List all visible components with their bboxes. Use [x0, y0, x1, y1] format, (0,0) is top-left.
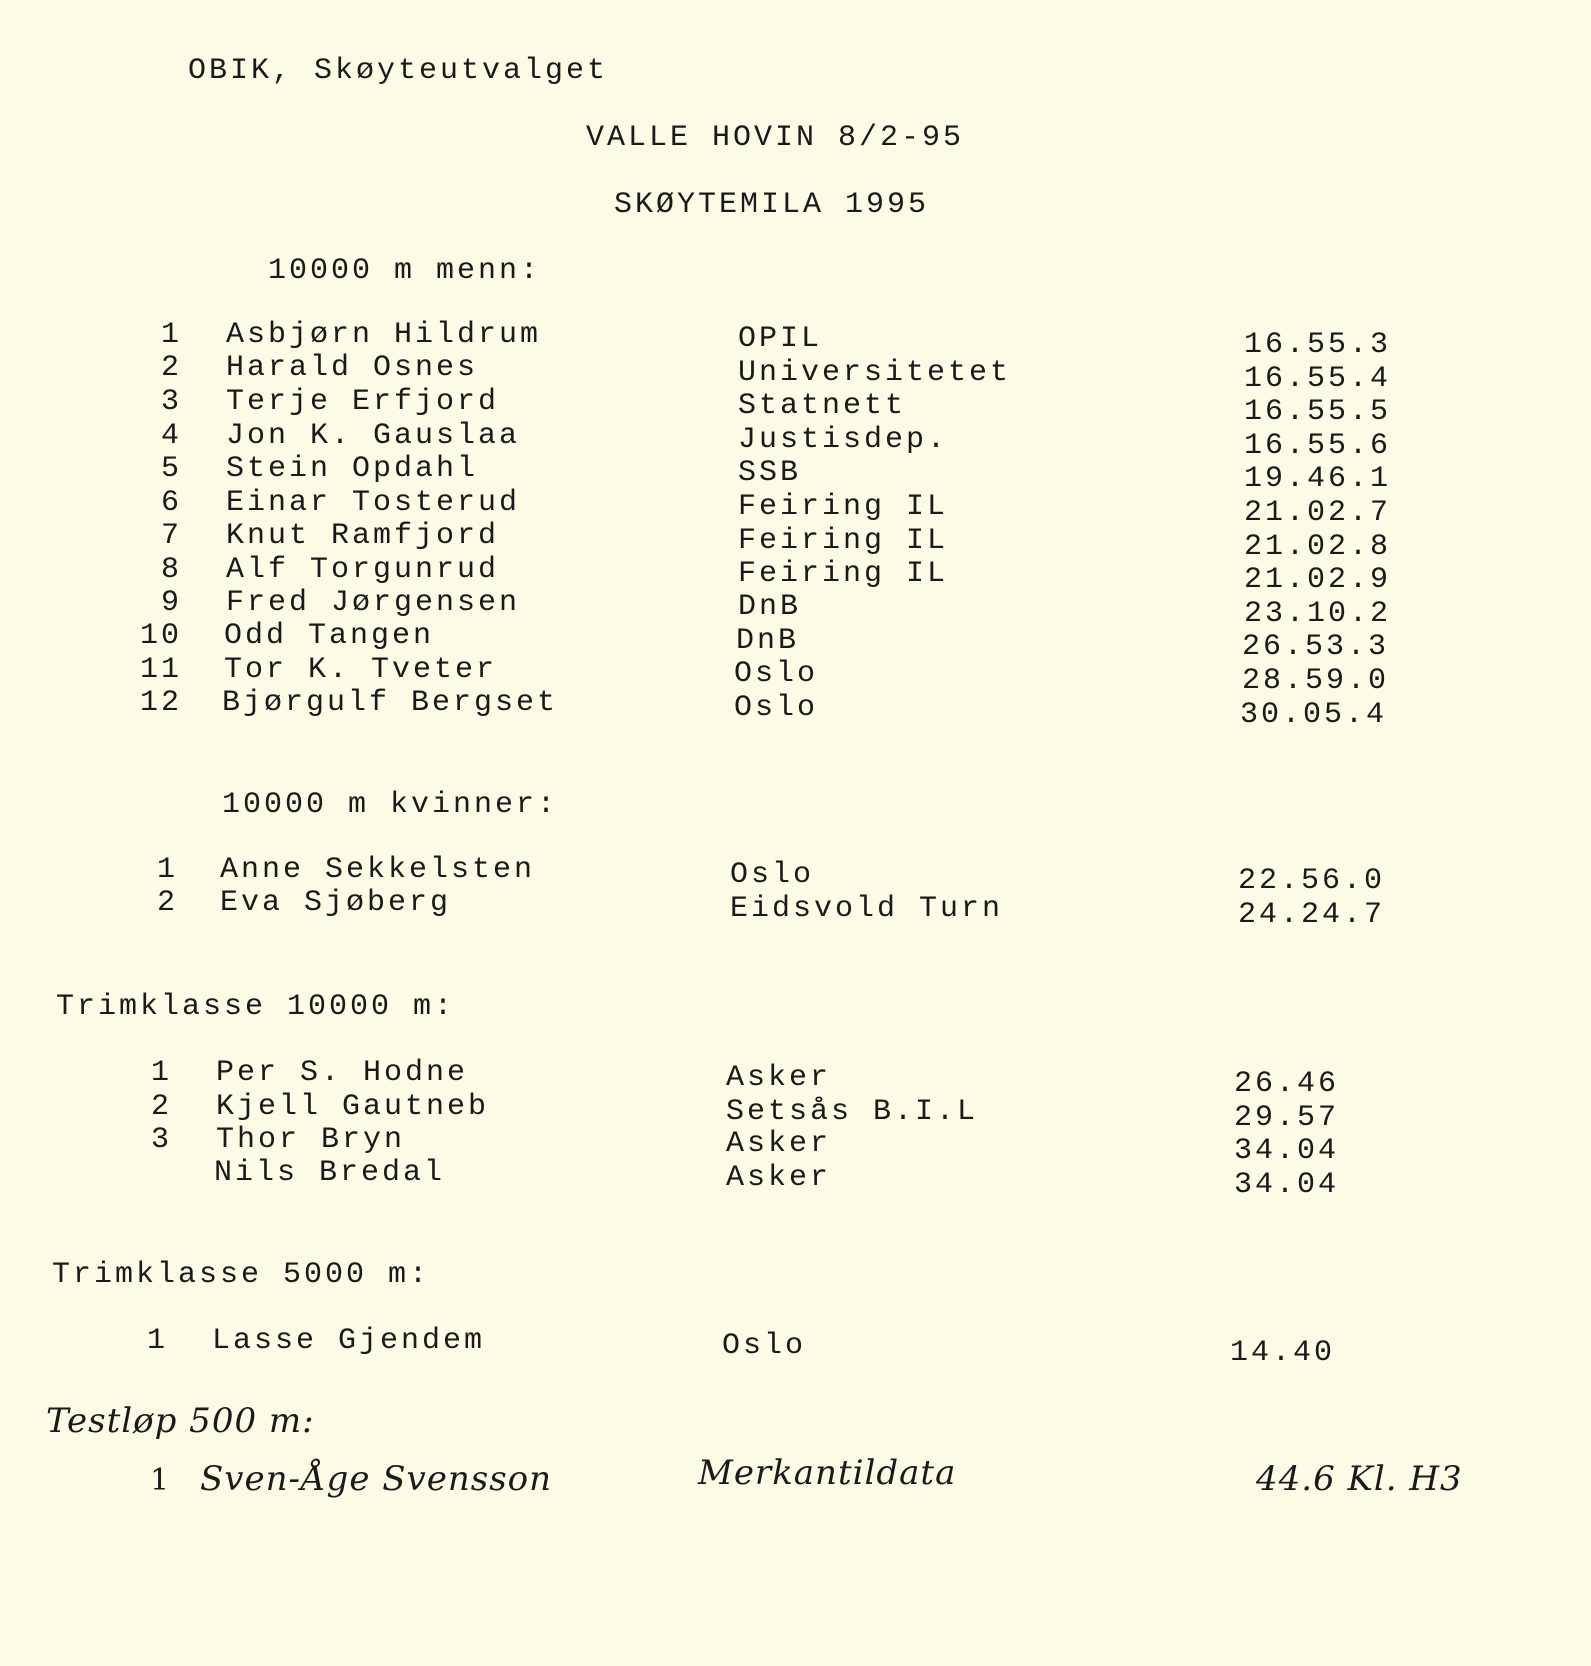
- table-row: [0, 686, 1591, 732]
- table-row: [0, 553, 1591, 597]
- rank: 1: [156, 853, 178, 887]
- time: 34.04: [1234, 1134, 1340, 1168]
- skater-name: Alf Torgunrud: [226, 553, 500, 587]
- rank: 7: [160, 519, 182, 553]
- skater-name: Lasse Gjendem: [212, 1324, 486, 1358]
- time: 21.02.8: [1244, 530, 1392, 564]
- time: 16.55.5: [1244, 395, 1392, 429]
- handwritten-name: Sven-Åge Svensson: [200, 1459, 553, 1499]
- club: Asker: [726, 1127, 832, 1161]
- time: 34.04: [1234, 1168, 1340, 1202]
- table-row: [0, 586, 1591, 631]
- skater-name: Eva Sjøberg: [220, 886, 452, 920]
- time: 24.24.7: [1238, 898, 1386, 932]
- venue-date: VALLE HOVIN 8/2-95: [586, 121, 965, 155]
- time: 16.55.3: [1244, 328, 1392, 362]
- rank: 8: [160, 553, 182, 587]
- rank: 3: [150, 1123, 172, 1157]
- table-row: [0, 1090, 1591, 1135]
- rank: 11: [139, 653, 182, 687]
- time: 19.46.1: [1244, 462, 1392, 496]
- rank: 6: [160, 486, 182, 520]
- skater-name: Tor K. Tveter: [224, 653, 498, 687]
- table-row: [0, 486, 1591, 530]
- time: 16.55.6: [1244, 429, 1392, 463]
- club: Setsås B.I.L: [726, 1095, 979, 1129]
- skater-name: Thor Bryn: [216, 1123, 406, 1157]
- time: 22.56.0: [1238, 864, 1386, 898]
- skater-name: Terje Erfjord: [226, 385, 500, 419]
- skater-name: Jon K. Gauslaa: [226, 419, 521, 453]
- time: 21.02.7: [1244, 496, 1392, 530]
- club: Oslo: [730, 858, 815, 892]
- table-row: [0, 619, 1591, 664]
- club: Feiring IL: [738, 557, 949, 591]
- table-row: [0, 653, 1591, 698]
- org-heading: OBIK, Skøyteutvalget: [188, 54, 609, 88]
- event-title: SKØYTEMILA 1995: [614, 188, 930, 222]
- rank: 3: [160, 385, 182, 419]
- club: Feiring IL: [738, 490, 949, 524]
- club: Oslo: [734, 691, 819, 725]
- table-row: [0, 1056, 1591, 1101]
- club: Asker: [726, 1061, 832, 1095]
- club: OPIL: [738, 322, 823, 356]
- club: Asker: [726, 1161, 832, 1195]
- club: DnB: [738, 590, 802, 624]
- rank: 10: [139, 619, 182, 653]
- club: SSB: [738, 456, 802, 490]
- time: 28.59.0: [1242, 664, 1390, 698]
- time: 26.46: [1234, 1067, 1340, 1101]
- club: Statnett: [738, 389, 907, 423]
- rank: 9: [160, 586, 182, 620]
- time: 29.57: [1234, 1101, 1340, 1135]
- skater-name: Fred Jørgensen: [226, 586, 521, 620]
- table-row: [0, 519, 1591, 564]
- table-row: [0, 351, 1591, 396]
- section-title-women: 10000 m kvinner:: [222, 788, 559, 822]
- table-row: [0, 886, 1591, 932]
- time: 14.40: [1230, 1336, 1336, 1370]
- skater-name: Nils Bredal: [214, 1156, 446, 1190]
- skater-name: Bjørgulf Bergset: [222, 686, 559, 720]
- club: Universitetet: [738, 356, 1012, 390]
- rank: 1: [146, 1324, 168, 1358]
- rank: 1: [150, 1056, 172, 1090]
- section-title-trim-5000: Trimklasse 5000 m:: [52, 1258, 431, 1292]
- skater-name: Per S. Hodne: [216, 1056, 469, 1090]
- rank: 2: [150, 1090, 172, 1124]
- time: 30.05.4: [1240, 698, 1388, 732]
- skater-name: Asbjørn Hildrum: [226, 318, 542, 352]
- handwritten-time: 44.6 Kl. H3: [1256, 1459, 1463, 1499]
- table-row: [0, 385, 1591, 429]
- time: 16.55.4: [1244, 362, 1392, 396]
- rank: 4: [160, 419, 182, 453]
- skater-name: Odd Tangen: [224, 619, 435, 653]
- club: Justisdep.: [738, 423, 949, 457]
- table-row: [0, 318, 1591, 362]
- skater-name: Anne Sekkelsten: [220, 853, 536, 887]
- club: Eidsvold Turn: [730, 892, 1004, 926]
- table-row: [0, 853, 1591, 898]
- rank: 2: [156, 886, 178, 920]
- table-row: [0, 1324, 1591, 1370]
- time: 26.53.3: [1242, 630, 1390, 664]
- rank: 1: [160, 318, 182, 352]
- handwritten-rank: 1: [150, 1463, 171, 1498]
- club: DnB: [736, 624, 800, 658]
- club: Feiring IL: [738, 524, 949, 558]
- handwritten-club: Merkantildata: [698, 1453, 957, 1493]
- skater-name: Einar Tosterud: [226, 486, 521, 520]
- time: 21.02.9: [1244, 563, 1392, 597]
- table-row: [0, 419, 1591, 463]
- skater-name: Kjell Gautneb: [216, 1090, 490, 1124]
- club: Oslo: [722, 1329, 807, 1363]
- table-row: [0, 452, 1591, 496]
- handwritten-title: Testløp 500 m:: [46, 1401, 315, 1441]
- rank: 12: [139, 686, 182, 720]
- club: Oslo: [734, 657, 819, 691]
- rank: 2: [160, 351, 182, 385]
- skater-name: Harald Osnes: [226, 351, 479, 385]
- table-row: [0, 1123, 1591, 1168]
- table-row: [0, 1156, 1591, 1202]
- section-title-men: 10000 m menn:: [268, 254, 542, 288]
- skater-name: Knut Ramfjord: [226, 519, 500, 553]
- rank: 5: [160, 452, 182, 486]
- time: 23.10.2: [1244, 597, 1392, 631]
- skater-name: Stein Opdahl: [226, 452, 479, 486]
- section-title-trim-10000: Trimklasse 10000 m:: [56, 990, 456, 1024]
